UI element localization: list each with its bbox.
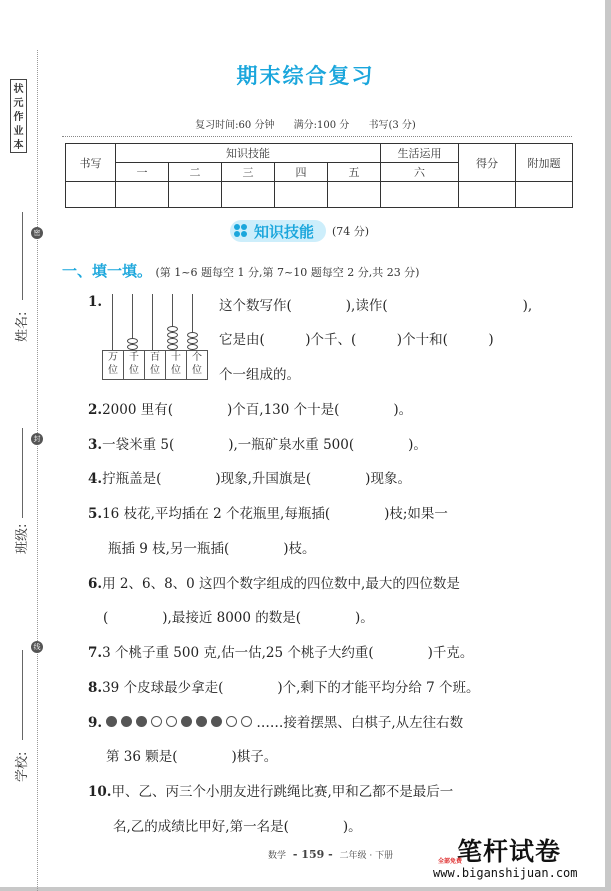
full-score: 满分:100 分 (293, 120, 350, 131)
question-text: 用 2、6、8、0 这四个数字组成的四位数中,最大的四位数是 (102, 576, 460, 592)
white-stone-icon (166, 716, 177, 727)
question-text: 16 枝花,平均插在 2 个花瓶里,每瓶插( )枝;如果一 (102, 506, 448, 522)
place-wan: 万 位 (102, 350, 124, 380)
part-title: 一、填一填。 (62, 262, 153, 280)
footer-subject: 数学 (268, 851, 287, 861)
abacus-rod (112, 294, 113, 350)
brand-char: 作 (13, 112, 24, 123)
question-number: 10. (88, 784, 112, 800)
question-number: 3. (88, 437, 103, 453)
question-5-line-2: 瓶插 9 枝,另一瓶插( )枝。 (108, 541, 316, 557)
score-cell-6[interactable] (381, 182, 459, 208)
seal-icon-xian: 线 (31, 641, 43, 653)
place-labels (102, 350, 208, 380)
black-stone-icon (181, 716, 192, 727)
score-table (65, 143, 573, 208)
question-text: 39 个皮球最少拿走( )个,剩下的才能平均分给 7 个班。 (102, 680, 480, 696)
col-2: 二 (169, 163, 222, 182)
brand-char: 本 (13, 140, 24, 151)
school-field-label: 学校: (15, 751, 30, 782)
question-text: 拧瓶盖是( )现象,升国旗是( )现象。 (102, 471, 411, 487)
badge-label: 知识技能 (254, 222, 315, 241)
question-3 (88, 433, 427, 453)
page-number: - 159 - (292, 848, 333, 861)
question-1-line-2: 它是由( )个千、( )个十和( ) (219, 332, 494, 348)
question-text: 甲、乙、丙三个小朋友进行跳绳比赛,甲和乙都不是最后一 (111, 784, 454, 800)
question-number: 6. (88, 576, 103, 592)
black-stone-icon (136, 716, 147, 727)
col-6: 六 (381, 163, 459, 182)
watermark-free: 全部免费 (438, 858, 463, 865)
watermark-title: 笔杆试卷 (457, 837, 562, 866)
class-field-label: 班级: (15, 523, 30, 554)
question-5 (88, 502, 448, 522)
exam-info (0, 116, 611, 131)
page-title: 期末综合复习 (236, 63, 375, 88)
exam-time: 复习时间:60 分钟 (195, 120, 275, 131)
question-9 (88, 711, 463, 731)
header-score: 得分 (459, 144, 516, 182)
score-cell-total[interactable] (459, 182, 516, 208)
seal-icon-feng: 封 (31, 433, 43, 445)
col-3: 三 (222, 163, 275, 182)
brand-char: 状 (13, 84, 24, 95)
place-qian: 千 位 (123, 350, 145, 380)
black-stone-icon (121, 716, 132, 727)
white-stone-icon (241, 716, 252, 727)
question-1-line-3: 个一组成的。 (219, 367, 300, 383)
question-number: 9. (88, 715, 103, 731)
black-stone-icon (106, 716, 117, 727)
class-field-line[interactable] (22, 428, 23, 518)
name-field-line[interactable] (22, 212, 23, 300)
question-7 (88, 641, 473, 661)
header-application: 生活运用 (381, 144, 459, 163)
question-text: ……接着摆黑、白棋子,从左往右数 (256, 715, 464, 731)
question-8 (88, 676, 480, 696)
question-10-line-2: 名,乙的成绩比甲好,第一名是( )。 (113, 819, 362, 835)
divider (62, 136, 572, 137)
question-text: 3 个桃子重 500 克,估一估,25 个桃子大约重( )千克。 (102, 645, 474, 661)
question-number: 7. (88, 645, 103, 661)
question-4 (88, 467, 411, 487)
header-bonus: 附加题 (516, 144, 573, 182)
white-stone-icon (151, 716, 162, 727)
name-field-label: 姓名: (15, 311, 30, 342)
page-edge-right (605, 0, 611, 891)
question-number: 2. (88, 402, 103, 418)
score-cell-2[interactable] (169, 182, 222, 208)
question-number: 1. (88, 294, 103, 310)
question-text: 一袋米重 5( ),一瓶矿泉水重 500( )。 (102, 437, 427, 453)
footer-grade: 二年级 · 下册 (339, 851, 394, 861)
col-5: 五 (328, 163, 381, 182)
score-cell-writing[interactable] (66, 182, 116, 208)
score-cell-1[interactable] (116, 182, 169, 208)
place-shi: 十 位 (165, 350, 187, 380)
badge-pill (230, 220, 326, 242)
writing-score: 书写(3 分) (368, 120, 416, 131)
header-knowledge: 知识技能 (116, 144, 381, 163)
cut-line (37, 50, 38, 891)
go-stones-sequence (106, 716, 256, 727)
question-number: 4. (88, 471, 103, 487)
seal-icon-mi: 密 (31, 227, 43, 239)
col-4: 四 (275, 163, 328, 182)
white-stone-icon (226, 716, 237, 727)
section-badge (230, 220, 369, 242)
abacus-diagram (102, 294, 204, 380)
question-text: 2000 里有( )个百,130 个十是( )。 (102, 402, 413, 418)
question-number: 5. (88, 506, 103, 522)
page-edge-bottom (0, 887, 611, 891)
brand-char: 业 (13, 126, 24, 137)
question-2 (88, 398, 412, 418)
page-footer (268, 848, 393, 861)
score-cell-3[interactable] (222, 182, 275, 208)
watermark-url: www.biganshijuan.com (433, 866, 578, 880)
score-cell-5[interactable] (328, 182, 381, 208)
question-9-line-2: 第 36 颗是( )棋子。 (106, 749, 278, 765)
brand-char: 元 (13, 98, 24, 109)
question-1 (88, 294, 102, 310)
badge-score: (74 分) (332, 225, 370, 238)
black-stone-icon (196, 716, 207, 727)
score-cell-bonus[interactable] (516, 182, 573, 208)
place-bai: 百 位 (144, 350, 166, 380)
part-heading (62, 260, 419, 281)
place-ge: 个 位 (186, 350, 208, 380)
black-stone-icon (211, 716, 222, 727)
question-6-line-2: ( ),最接近 8000 的数是( )。 (103, 610, 374, 626)
clover-icon (234, 224, 248, 238)
header-writing: 书写 (66, 144, 116, 182)
question-10 (88, 780, 453, 800)
question-1-line-1: 这个数写作( ),读作( ), (219, 298, 533, 314)
score-cell-4[interactable] (275, 182, 328, 208)
abacus-rod (152, 294, 153, 350)
col-1: 一 (116, 163, 169, 182)
part-note: (第 1~6 题每空 1 分,第 7~10 题每空 2 分,共 23 分) (155, 266, 420, 279)
school-field-line[interactable] (22, 650, 23, 740)
question-number: 8. (88, 680, 103, 696)
question-6 (88, 572, 460, 592)
